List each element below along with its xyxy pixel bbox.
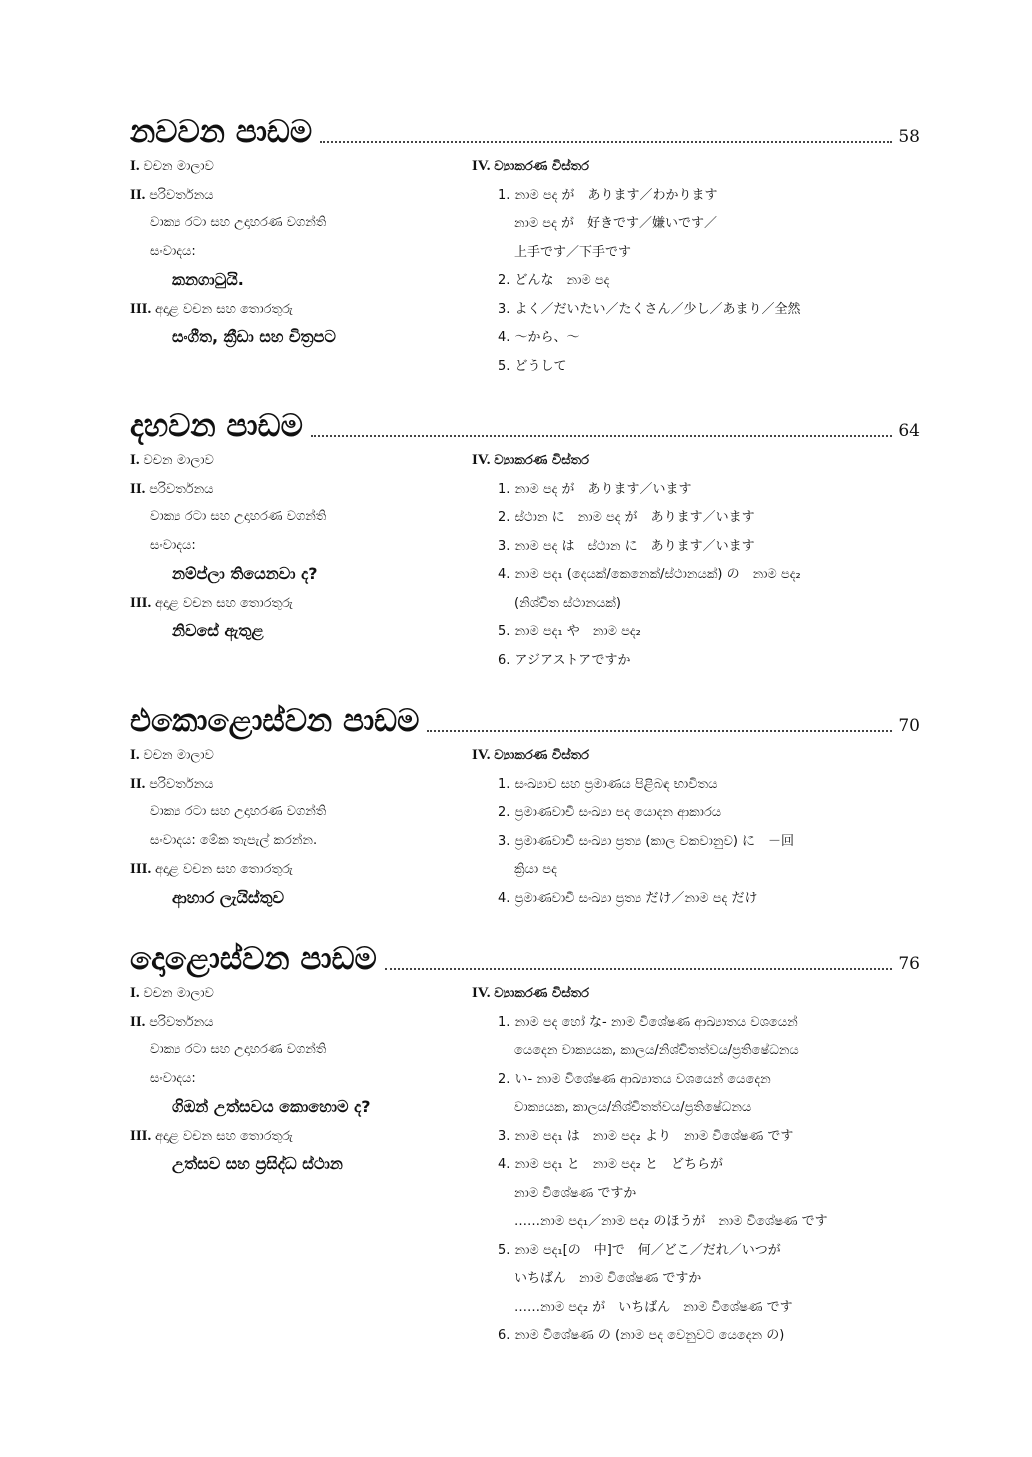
- part-label: උත්සව සහ ප්‍රසිද්ධ ස්ථාන: [172, 1154, 343, 1173]
- lesson-title-row[interactable]: [130, 697, 920, 741]
- part-label: සංවාදය: මේක තැපැල් කරන්න.: [150, 832, 318, 848]
- part-entry: [130, 503, 460, 532]
- part-entry: [130, 1150, 460, 1179]
- part-entry: [130, 152, 460, 181]
- lesson-title: නවවන පාඩම: [130, 114, 313, 150]
- lesson-title-row[interactable]: [130, 402, 920, 446]
- part-entry: [130, 798, 460, 827]
- part-entry: [130, 532, 460, 561]
- part-label: අදාළ වචන සහ තොරතුරු: [155, 862, 293, 877]
- part-label: වාක්‍ය රටා සහ උදාහරණ වගන්ති: [150, 215, 327, 230]
- part-label: වාක්‍ය රටා සහ උදාහරණ වගන්ති: [150, 1042, 327, 1057]
- part-label: සංවාදය:: [150, 1070, 196, 1086]
- grammar-item: ……නාම පද₂ が いちばん නාම විශේෂණ です: [514, 1299, 793, 1315]
- part-entry: [130, 446, 460, 475]
- grammar-item: 4. නාම පද₁ と නාම පද₂ と どちらが: [498, 1157, 723, 1172]
- roman-numeral: I.: [130, 985, 144, 1001]
- grammar-item: 3. නාම පද₁ は නාම පද₂ より නාම විශේෂණ です: [498, 1128, 794, 1144]
- grammar-notes: [472, 979, 922, 1351]
- roman-numeral: II.: [130, 775, 150, 792]
- grammar-item: 上手です／下手です: [514, 244, 632, 260]
- lesson-title: දහවන පාඩම: [130, 408, 303, 444]
- grammar-heading: [472, 741, 922, 771]
- part-entry: [130, 1093, 460, 1122]
- grammar-item: 5. නාම පද₁ や නාම පද₂: [498, 624, 641, 639]
- part-entry: [130, 1008, 460, 1037]
- part-label: සංවාදය:: [150, 243, 196, 259]
- lesson-section: [130, 402, 920, 668]
- part-entry: [130, 741, 460, 770]
- grammar-item: ක්‍රියා පද: [514, 862, 557, 877]
- grammar-item: 6. アジアストアですか: [498, 652, 631, 668]
- roman-numeral: I.: [130, 452, 144, 468]
- dot-leader: [385, 968, 893, 970]
- grammar-item: 3. ප්‍රමාණවාචී සංඛ්‍යා ප්‍රත්‍ය (කාල වකවානුව) に －回: [498, 833, 795, 849]
- part-entry: [130, 770, 460, 799]
- page-number: 70: [898, 716, 920, 736]
- lesson-title: එකොළොස්වන පාඩම: [130, 703, 420, 739]
- grammar-item: 1. සංඛ්‍යාව සහ ප්‍රමාණය පිළිබඳ භාවිතය: [498, 776, 718, 792]
- grammar-item: 5. どうして: [498, 358, 567, 374]
- roman-numeral: III.: [130, 594, 156, 611]
- page-number: 58: [898, 127, 920, 147]
- lesson-section: [130, 697, 920, 907]
- roman-numeral: IV.: [472, 747, 495, 763]
- lesson-parts: [130, 741, 460, 912]
- grammar-item: (නිශ්චිත ස්ථානයක්): [514, 595, 621, 611]
- grammar-notes: [472, 152, 922, 381]
- part-entry: [130, 560, 460, 589]
- lesson-parts: [130, 446, 460, 646]
- part-label: සංවාදය:: [150, 537, 196, 553]
- grammar-item: නාම විශේෂණ ですか: [514, 1185, 637, 1201]
- part-label: වචන මාලාව: [143, 159, 214, 174]
- lesson-parts: [130, 152, 460, 352]
- part-entry: [130, 589, 460, 618]
- grammar-heading: [472, 446, 922, 476]
- roman-numeral: IV.: [472, 452, 495, 468]
- grammar-item: 3. නාම පද は ස්ථාන に あります／います: [498, 538, 755, 554]
- roman-numeral: I.: [130, 747, 144, 763]
- part-label: සංගීත, ක්‍රීඩා සහ චිත්‍රපට: [172, 327, 336, 346]
- roman-numeral: II.: [130, 1013, 150, 1030]
- part-label: වාක්‍ය රටා සහ උදාහරණ වගන්ති: [150, 509, 327, 524]
- part-entry: [130, 238, 460, 267]
- lesson-section: [130, 108, 920, 374]
- grammar-item: 1. නාම පද が あります／います: [498, 481, 692, 497]
- grammar-heading: [472, 979, 922, 1009]
- part-entry: [130, 979, 460, 1008]
- lesson-title: දොළොස්වන පාඩම: [130, 941, 377, 977]
- dot-leader: [320, 141, 892, 143]
- grammar-heading: [472, 152, 922, 182]
- part-entry: [130, 295, 460, 324]
- grammar-item: 4. නාම පද₁ (දෙයක්/කෙනෙක්/ස්ථානයක්) の නාම පද₂: [498, 567, 801, 582]
- part-label: වාක්‍ය රටා සහ උදාහරණ වගන්ති: [150, 804, 327, 819]
- part-entry: [130, 855, 460, 884]
- grammar-item: 3. よく／だいたい／たくさん／少し／あまり／全然: [498, 301, 801, 317]
- part-entry: [130, 1065, 460, 1094]
- part-entry: [130, 1122, 460, 1151]
- roman-numeral: III.: [130, 861, 156, 877]
- part-entry: [130, 209, 460, 238]
- part-label: පරිවර්තනය: [149, 1014, 214, 1030]
- grammar-notes: [472, 741, 922, 913]
- part-entry: [130, 181, 460, 210]
- part-entry: [130, 266, 460, 295]
- part-label: වචන මාලාව: [143, 748, 214, 763]
- part-label: අදාළ වචන සහ තොරතුරු: [155, 301, 293, 317]
- roman-numeral: II.: [130, 480, 150, 497]
- dot-leader: [311, 435, 892, 437]
- part-entry: [130, 884, 460, 913]
- part-label: ගිඔන් උත්සවය කොහොම ද?: [172, 1097, 371, 1116]
- grammar-item: නාම පද が 好きです／嫌いです／: [514, 216, 718, 231]
- roman-numeral: III.: [130, 1127, 156, 1144]
- lesson-parts: [130, 979, 460, 1179]
- part-label: අදාළ වචන සහ තොරතුරු: [155, 1128, 293, 1144]
- grammar-item: යෙදෙන වාක්‍යයක, කාලය/නිශ්චිතත්වය/ප්‍රතිෂේධනය: [514, 1043, 799, 1058]
- page-number: 64: [898, 421, 920, 441]
- grammar-item: 4. ～から、～: [498, 330, 580, 345]
- grammar-item: 1. නාම පද හෝ な- නාම විශේෂණ ආඛ්‍යාතය වශයෙන්: [498, 1014, 798, 1030]
- grammar-item: 1. නාම පද が あります／わかります: [498, 187, 718, 203]
- lesson-title-row[interactable]: [130, 935, 920, 979]
- grammar-item: 2. ප්‍රමාණවාචී සංඛ්‍යා පද යොදන ආකාරය: [498, 805, 722, 820]
- grammar-item: වාක්‍යයක, කාලය/නිශ්චිතත්වය/ප්‍රතිෂේධනය: [514, 1100, 752, 1115]
- grammar-item: 5. නාම පද₁[の 中]で 何／どこ／だれ／いつが: [498, 1242, 781, 1258]
- grammar-heading-label: ව්‍යාකරණ විස්තර: [494, 159, 589, 174]
- roman-numeral: IV.: [472, 985, 495, 1001]
- grammar-heading-label: ව්‍යාකරණ විස්තර: [494, 748, 589, 763]
- grammar-item: 2. どんな නාම පද: [498, 273, 610, 288]
- part-entry: [130, 827, 460, 856]
- part-label: පරිවර්තනය: [149, 776, 214, 792]
- page-number: 76: [898, 954, 920, 974]
- grammar-heading-label: ව්‍යාකරණ විස්තර: [494, 453, 589, 468]
- lesson-section: [130, 935, 920, 1343]
- grammar-item: 4. ප්‍රමාණවාචී සංඛ්‍යා ප්‍රත්‍ය だけ／නාම පද だけ: [498, 890, 758, 906]
- lesson-title-row[interactable]: [130, 108, 920, 152]
- part-label: නිවසේ ඇතුළ: [172, 621, 264, 640]
- part-label: අදාළ වචන සහ තොරතුරු: [155, 595, 293, 611]
- roman-numeral: II.: [130, 186, 150, 203]
- part-label: ආහාර ලැයිස්තුව: [172, 887, 285, 907]
- grammar-item: 6. නාම විශේෂණ の (නාම පද වෙනුවට යෙදෙන の): [498, 1328, 785, 1343]
- roman-numeral: III.: [130, 300, 156, 317]
- part-label: නම්ප්ලා තියෙනවා ද?: [172, 564, 318, 583]
- part-label: පරිවර්තනය: [149, 481, 214, 497]
- part-label: වචන මාලාව: [143, 986, 214, 1001]
- grammar-item: ……නාම පද₁／නාම පද₂ のほうが නාම විශේෂණ です: [514, 1214, 828, 1229]
- roman-numeral: I.: [130, 158, 144, 174]
- grammar-item: いちばん නාම විශේෂණ ですか: [514, 1271, 702, 1286]
- dot-leader: [427, 730, 892, 732]
- part-entry: [130, 475, 460, 504]
- part-entry: [130, 1036, 460, 1065]
- part-label: කනගාටුයි.: [172, 270, 244, 289]
- grammar-item: 2. い- නාම විශේෂණ ආඛ්‍යාතය වශයෙන් යෙදෙන: [498, 1071, 771, 1087]
- part-entry: [130, 323, 460, 352]
- grammar-item: 2. ස්ථාන に නාම පද が あります／います: [498, 510, 755, 525]
- roman-numeral: IV.: [472, 158, 495, 174]
- grammar-heading-label: ව්‍යාකරණ විස්තර: [494, 986, 589, 1001]
- part-label: පරිවර්තනය: [149, 187, 214, 203]
- part-label: වචන මාලාව: [143, 453, 214, 468]
- grammar-notes: [472, 446, 922, 675]
- part-entry: [130, 617, 460, 646]
